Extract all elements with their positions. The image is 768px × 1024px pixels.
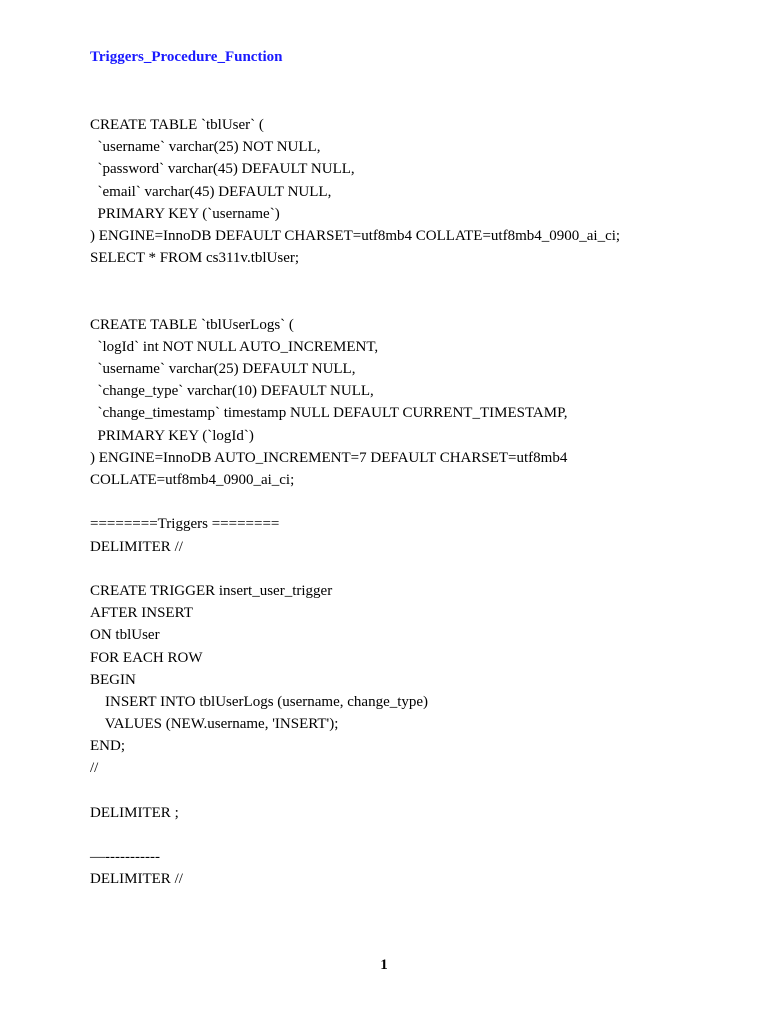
code-line: `username` varchar(25) NOT NULL, [90,139,321,156]
code-body [90,114,730,891]
code-line [90,558,730,580]
code-line: `change_timestamp` timestamp NULL DEFAULT CURRENT_TIMESTAMP, [90,405,568,422]
code-line: `logId` int NOT NULL AUTO_INCREMENT, [90,338,379,355]
code-line: BEGIN [90,671,136,688]
code-line: FOR EACH ROW [90,649,203,666]
code-line [90,269,730,291]
code-line: CREATE TABLE `tblUserLogs` ( [90,316,294,333]
code-line: CREATE TRIGGER insert_user_trigger [90,582,333,599]
code-line: // [90,760,99,777]
code-line: DELIMITER // [90,871,183,888]
code-line: `change_type` varchar(10) DEFAULT NULL, [90,383,374,400]
page-number: 1 [380,957,388,973]
code-line [90,780,730,802]
code-line: DELIMITER // [90,538,183,555]
code-line: ON tblUser [90,627,160,644]
code-line: CREATE TABLE `tblUser` ( [90,117,264,133]
page-title: Triggers_Procedure_Function [90,49,283,65]
code-line: COLLATE=utf8mb4_0900_ai_ci; [90,472,295,488]
code-line [90,491,730,513]
code-line: PRIMARY KEY (`username`) [90,205,280,222]
code-line: PRIMARY KEY (`logId`) [90,427,254,444]
code-line [90,292,730,314]
code-line: INSERT INTO tblUserLogs (username, change_type) [90,693,429,710]
code-line: ) ENGINE=InnoDB DEFAULT CHARSET=utf8mb4 COLLATE=utf8mb4_0900_ai_ci; [90,227,621,244]
code-line: SELECT * FROM cs311v.tblUser; [90,250,300,267]
code-line: ========Triggers ======== [90,516,280,533]
code-line: —----------- [90,849,160,866]
code-line: `password` varchar(45) DEFAULT NULL, [90,161,355,178]
code-line: ) ENGINE=InnoDB AUTO_INCREMENT=7 DEFAULT CHARSET=utf8mb4 [90,449,568,466]
code-line: `email` varchar(45) DEFAULT NULL, [90,183,332,200]
code-line: END; [90,738,125,755]
code-line: AFTER INSERT [90,605,193,622]
code-line: VALUES (NEW.username, 'INSERT'); [90,716,339,733]
code-line: `username` varchar(25) DEFAULT NULL, [90,361,356,378]
code-line [90,824,730,846]
code-line: DELIMITER ; [90,804,179,821]
